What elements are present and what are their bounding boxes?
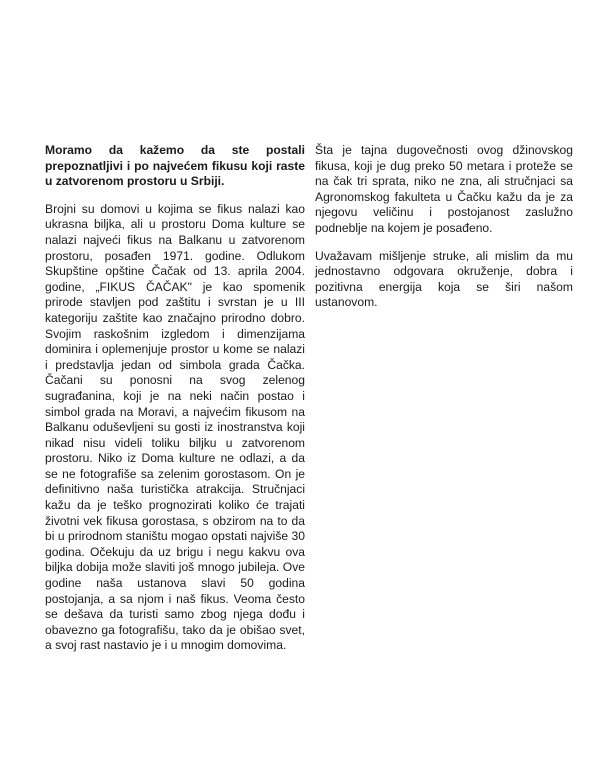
left-column (45, 143, 305, 666)
interview-answer: Uvažavam mišljenje struke, ali mislim da mu jednostavno odgovara okruženje, dobra i pozitivna energija koja se širi našom ustanovom. (315, 248, 573, 310)
interview-paragraph: Šta je tajna dugovečnosti ovog džinovskog fikusa, koji je dug preko 50 metara i proteže se na čak tri sprata, niko ne zna, ali stručnjaci sa Agronomskog fakulteta u Čačku kažu da je za njegovu veličinu i postojanost zaslužno podneblje na kojem je posađeno. (315, 143, 573, 235)
interview-answer: Brojni su domovi u kojima se fikus nalazi kao ukrasna biljka, ali u prostoru Doma kulture se nalazi najveći fikus na Balkanu u zatvorenom prostoru, posađen 1971. godine. Odlukom Skupštine opštine Čačak od 13. aprila 2004. godine, „FIKUS ČAČAK" je kao spomenik prirode stavljen pod zaštitu i svrstan je u III kategoriju zaštite kao značajno prirodno dobro. Svojim raskošnim izgledom i dimenzijama dominira i oplemenjuje prostor u kome se nalazi i predstavlja jedan od simbola grada Čačka. Čačani su ponosni na svog zelenog sugrađanina, koji je na neki način postao i simbol grada na Moravi, a najvećim fikusom na Balkanu oduševljeni su gosti iz inostranstva koji nikad nisu videli toliku biljku u zatvorenom prostoru. Niko iz Doma kulture ne odlazi, a da se ne fotografiše sa zelenim gorostasom. On je definitivno naša turistička atrakcija. Stručnjaci kažu da je teško prognozirati koliko će trajati životni vek fikusa gorostasa, s obzirom na to da bi u prirodnom staništu mogao opstati najviše 30 godina. Očekuju da uz brigu i negu kakvu ova biljka dobija može slaviti još mnogo jubileja. Ove godine naša ustanova slavi 50 godina postojanja, a sa njom i naš fikus. Veoma često se dešava da turisti samo zbog njega dođu i obavezno ga fotografišu, tako da je obišao svet, a svoj rast nastavio je i u mnogim domovima. (45, 201, 305, 653)
right-column (315, 143, 573, 323)
interview-question: Moramo da kažemo da ste postali prepoznatljivi i po najvećem fikusu koji raste u zatvorenom prostoru u Srbiji. (45, 143, 305, 189)
